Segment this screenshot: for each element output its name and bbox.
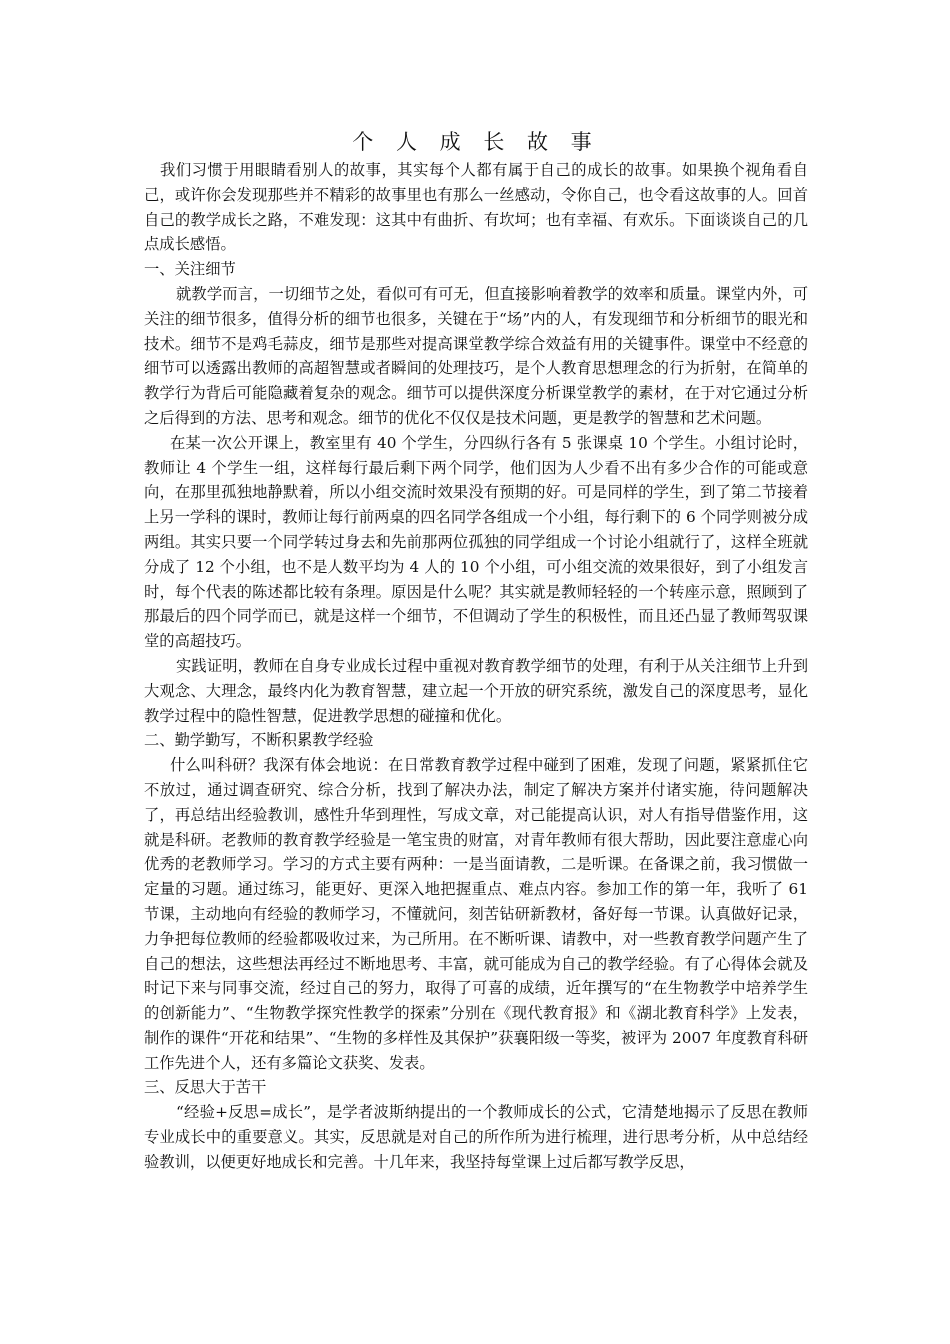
section1-paragraph-2: 在某一次公开课上，教室里有 40 个学生，分四纵行各有 5 张课桌 10 个学生。小组讨论时，教师让 4 个学生一组，这样每行最后剩下两个同学，他们因为人少看不出有多少合作的可能或意向，在那里孤独地静默着，所以小组交流时效果没有预期的好。可是同样的学生，到了第二节接着上另一学科的课时，教师让每行前两桌的四名同学各组成一个小组，每行剩下的 6 个同学则被分成两组。其实只要一个同学转过身去和先前那两位孤独的同学组成一个讨论小组就行了，这样全班就分成了 12 个小组，也不是人数平均为 4 人的 10 个小组，可小组交流的效果很好，到了小组发言时，每个代表的陈述都比较有条理。原因是什么呢？其实就是教师轻轻的一个转座示意，照顾到了那最后的四个同学而已，就是这样一个细节，不但调动了学生的积极性，而且还凸显了教师驾驭课堂的高超技巧。 xyxy=(144,433,808,651)
section-heading-reflection: 三、反思大于苦干 xyxy=(144,1078,267,1097)
document-title: 个 人 成 长 故 事 xyxy=(352,130,600,154)
section1-paragraph-3: 实践证明，教师在自身专业成长过程中重视对教育教学细节的处理，有利于从关注细节上升到大观念、大理念，最终内化为教育智慧，建立起一个开放的研究系统，激发自己的深度思考，显化教学过程中的隐性智慧，促进教学思想的碰撞和优化。 xyxy=(144,656,808,725)
section3-paragraph-1: “经验+反思=成长”，是学者波斯纳提出的一个教师成长的公式，它清楚地揭示了反思在教师专业成长中的重要意义。其实，反思就是对自己的所作所为进行梳理，进行思考分析，从中总结经验教训，以便更好地成长和完善。十几年来，我坚持每堂课上过后都写教学反思， xyxy=(144,1103,808,1171)
section2-paragraph-1: 什么叫科研？我深有体会地说：在日常教育教学过程中碰到了困难，发现了问题，紧紧抓住它不放过，通过调查研究、综合分析，找到了解决办法，制定了解决方案并付诸实施，待问题解决了，再总结出经验教训，感性升华到理性，写成文章，对己能提高认识，对人有指导借鉴作用，这就是科研。老教师的教育教学经验是一笔宝贵的财富，对青年教师有很大帮助，因此要注意虚心向优秀的老教师学习。学习的方式主要有两种：一是当面请教，二是听课。在备课之前，我习惯做一定量的习题。通过练习，能更好、更深入地把握重点、难点内容。参加工作的第一年，我听了 61 节课，主动地向有经验的教师学习，不懂就问，刻苦钻研新教材，备好每一节课。认真做好记录，力争把每位教师的经验都吸收过来，为己所用。在不断听课、请教中，对一些教育教学问题产生了自己的想法，这些想法再经过不断地思考、丰富，就可能成为自己的教学经验。有了心得体会就及时记下来与同事交流，经过自己的努力，取得了可喜的成绩，近年撰写的“在生物教学中培养学生的创新能力”、“生物教学探究性教学的探索”分别在《现代教育报》和《湖北教育科学》上发表，制作的课件“开花和结果”、“生物的多样性及其保护”获襄阳级一等奖，被评为 2007 年度教育科研工作先进个人，还有多篇论文获奖、发表。 xyxy=(144,756,809,1072)
intro-paragraph: 我们习惯于用眼睛看别人的故事，其实每个人都有属于自己的成长的故事。如果换个视角看自己，或许你会发现那些并不精彩的故事里也有那么一丝感动，令你自己，也令看这故事的人。回首自己的教学成长之路，不难发现：这其中有曲折、有坎坷；也有幸福、有欢乐。下面谈谈自己的几点成长感悟。 xyxy=(144,161,808,254)
section-heading-study-write: 二、勤学勤写，不断积累教学经验 xyxy=(144,731,374,750)
section-heading-details: 一、关注细节 xyxy=(144,260,236,279)
document-body xyxy=(144,126,808,1175)
section1-paragraph-1: 就教学而言，一切细节之处，看似可有可无，但直接影响着教学的效率和质量。课堂内外，可关注的细节很多，值得分析的细节也很多，关键在于“场”内的人，有发现细节和分析细节的眼光和技术。细节不是鸡毛蒜皮，细节是那些对提高课堂教学综合效益有用的关键事件。课堂中不经意的细节可以透露出教师的高超智慧或者瞬间的处理技巧，是个人教育思想理念的行为折射，在简单的教学行为背后可能隐藏着复杂的观念。细节可以提供深度分析课堂教学的素材，在于对它通过分析之后得到的方法、思考和观念。细节的优化不仅仅是技术问题，更是教学的智慧和艺术问题。 xyxy=(144,284,808,427)
